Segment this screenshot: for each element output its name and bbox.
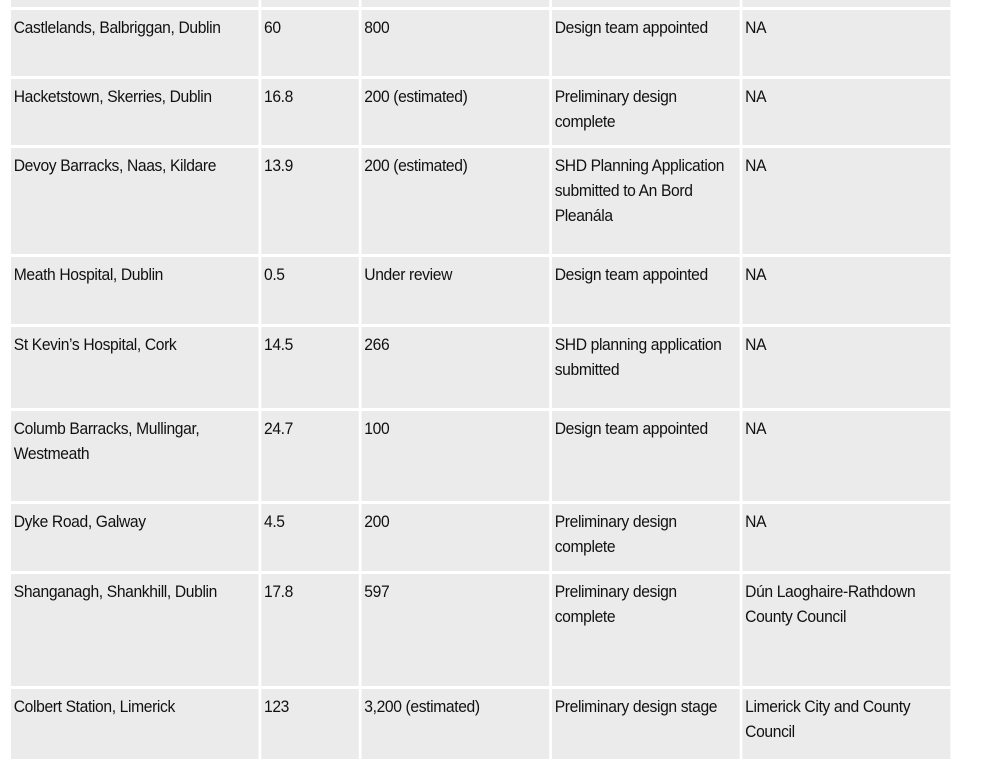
units-cell: 800 — [362, 10, 550, 76]
status-cell: Design team appointed — [552, 257, 740, 324]
site-name-cell: Castlelands, Balbriggan, Dublin — [11, 10, 258, 76]
table-row — [11, 327, 950, 408]
table-cell — [742, 0, 950, 7]
partner-cell: NA — [742, 79, 950, 145]
table-row — [11, 504, 950, 571]
site-name-cell: Dyke Road, Galway — [11, 504, 258, 571]
status-cell: Design team appointed — [552, 10, 740, 76]
status-cell: Preliminary design complete — [552, 504, 740, 571]
table-cell — [261, 0, 359, 7]
partner-cell: NA — [742, 504, 950, 571]
site-size-cell: 24.7 — [261, 411, 359, 501]
partner-cell: NA — [742, 148, 950, 254]
table-row — [11, 689, 950, 759]
table-cell — [552, 0, 740, 7]
site-size-cell: 17.8 — [261, 574, 359, 686]
units-cell: 200 — [362, 504, 550, 571]
table-cell — [11, 0, 258, 7]
data-table — [11, 0, 950, 762]
table-cell — [362, 0, 550, 7]
site-name-cell: Shanganagh, Shankhill, Dublin — [11, 574, 258, 686]
site-size-cell: 60 — [261, 10, 359, 76]
table-row — [11, 411, 950, 501]
units-cell: 3,200 (estimated) — [362, 689, 550, 759]
site-size-cell: 13.9 — [261, 148, 359, 254]
units-cell: 200 (estimated) — [362, 148, 550, 254]
partner-cell: Dún Laoghaire-Rathdown County Council — [742, 574, 950, 686]
units-cell: 597 — [362, 574, 550, 686]
partner-cell: Limerick City and County Council — [742, 689, 950, 759]
site-name-cell: Colbert Station, Limerick — [11, 689, 258, 759]
table-row — [11, 574, 950, 686]
partner-cell: NA — [742, 327, 950, 408]
status-cell: SHD Planning Application submitted to An Bord Pleanála — [552, 148, 740, 254]
table-row — [11, 79, 950, 145]
table-row — [11, 257, 950, 324]
table-row-partial — [11, 0, 950, 7]
site-size-cell: 4.5 — [261, 504, 359, 571]
partner-cell: NA — [742, 257, 950, 324]
site-name-cell: Devoy Barracks, Naas, Kildare — [11, 148, 258, 254]
site-name-cell: Hacketstown, Skerries, Dublin — [11, 79, 258, 145]
table-row — [11, 148, 950, 254]
status-cell: Preliminary design complete — [552, 79, 740, 145]
status-cell: Preliminary design complete — [552, 574, 740, 686]
site-size-cell: 0.5 — [261, 257, 359, 324]
site-size-cell: 14.5 — [261, 327, 359, 408]
site-name-cell: St Kevin’s Hospital, Cork — [11, 327, 258, 408]
units-cell: 200 (estimated) — [362, 79, 550, 145]
units-cell: 266 — [362, 327, 550, 408]
status-cell: SHD planning application submitted — [552, 327, 740, 408]
site-name-cell: Columb Barracks, Mullingar, Westmeath — [11, 411, 258, 501]
partner-cell: NA — [742, 10, 950, 76]
status-cell: Preliminary design stage — [552, 689, 740, 759]
table-row — [11, 10, 950, 76]
site-size-cell: 16.8 — [261, 79, 359, 145]
site-size-cell: 123 — [261, 689, 359, 759]
units-cell: 100 — [362, 411, 550, 501]
status-cell: Design team appointed — [552, 411, 740, 501]
units-cell: Under review — [362, 257, 550, 324]
site-name-cell: Meath Hospital, Dublin — [11, 257, 258, 324]
partner-cell: NA — [742, 411, 950, 501]
